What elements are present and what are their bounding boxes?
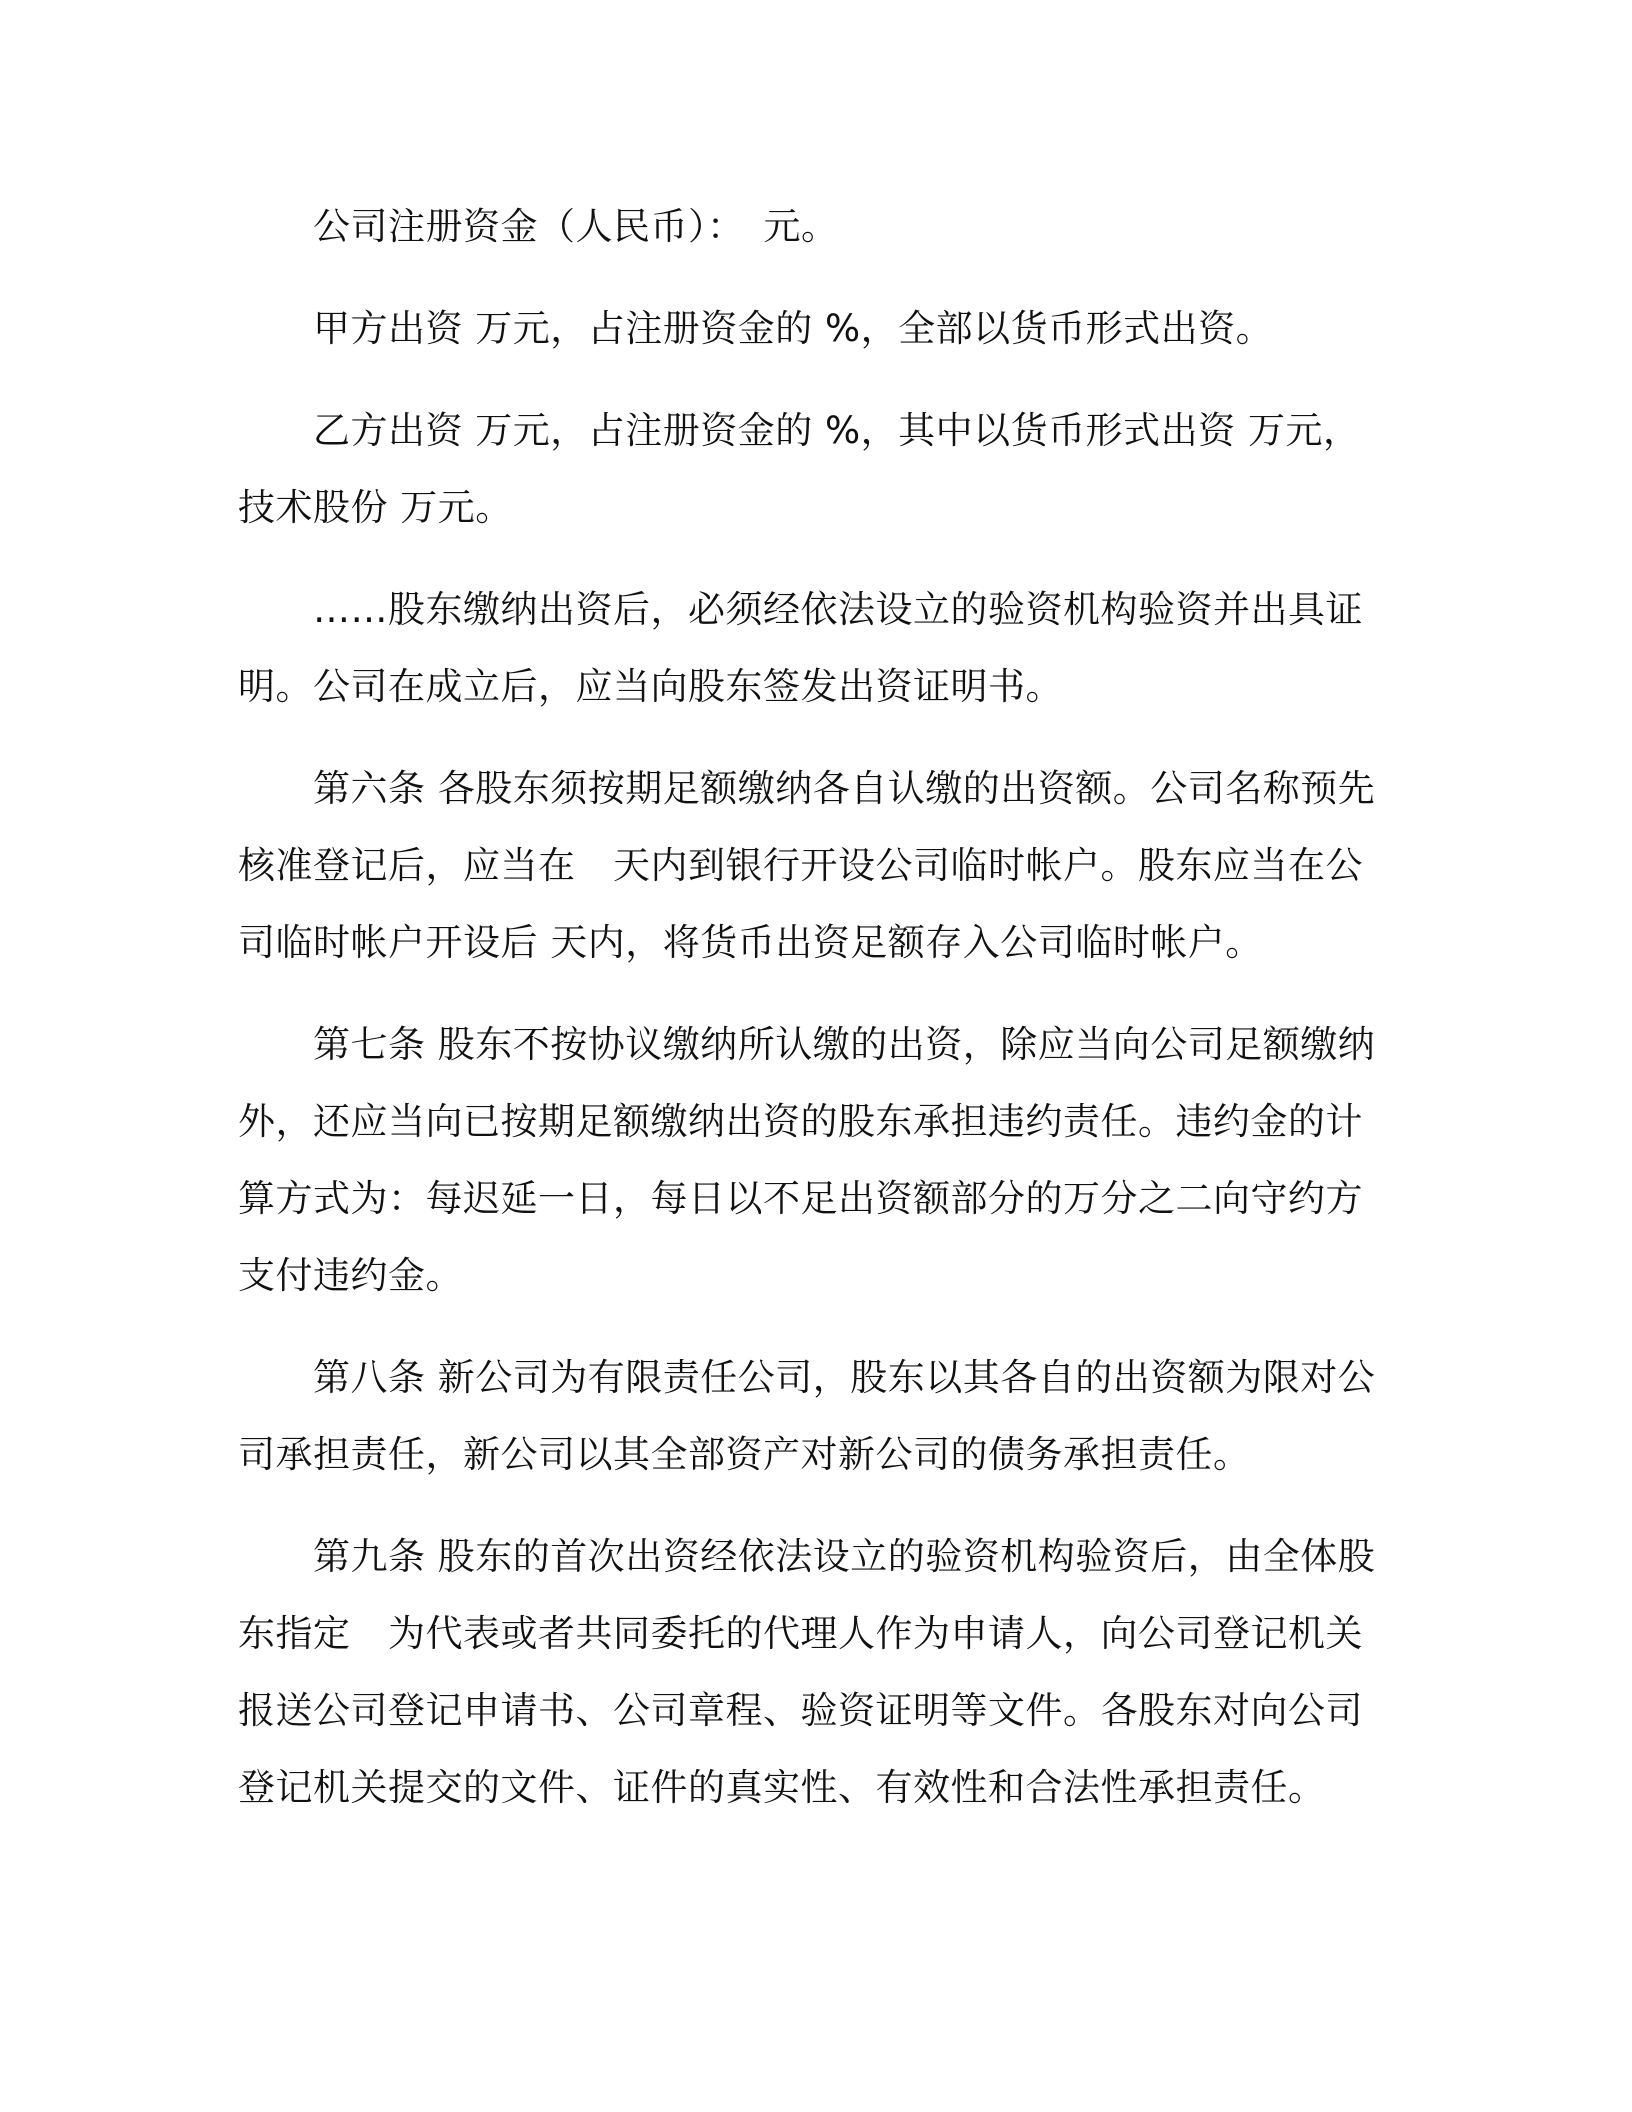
paragraph-article-9: 第九条 股东的首次出资经依法设立的验资机构验资后，由全体股东指定 为代表或者共同委托的代理人作为申请人，向公司登记机关报送公司登记申请书、公司章程、验资证明等文件。各股东对向公司登记机关提交的文件、证件的真实性、有效性和合法性承担责任。 <box>238 1535 1376 1809</box>
paragraph-article-6: 第六条 各股东须按期足额缴纳各自认缴的出资额。公司名称预先核准登记后，应当在 天内到银行开设公司临时帐户。股东应当在公司临时帐户开设后 天内，将货币出资足额存入公司临时帐户。 <box>238 767 1376 964</box>
document-body <box>238 188 1388 1851</box>
paragraph-party-a-contribution: 甲方出资 万元，占注册资金的 %，全部以货币形式出资。 <box>313 307 1274 350</box>
paragraph-article-8: 第八条 新公司为有限责任公司，股东以其各自的出资额为限对公司承担责任，新公司以其全部资产对新公司的债务承担责任。 <box>238 1356 1376 1476</box>
paragraph-article-7: 第七条 股东不按协议缴纳所认缴的出资，除应当向公司足额缴纳外，还应当向已按期足额缴纳出资的股东承担违约责任。违约金的计算方式为：每迟延一日，每日以不足出资额部分的万分之二向守约方支付违约金。 <box>238 1023 1376 1297</box>
paragraph-capital-verification: ……股东缴纳出资后，必须经依法设立的验资机构验资并出具证明。公司在成立后，应当向股东签发出资证明书。 <box>238 588 1363 708</box>
paragraph-registered-capital: 公司注册资金（人民币）： 元。 <box>313 205 839 248</box>
paragraph-party-b-contribution: 乙方出资 万元，占注册资金的 %，其中以货币形式出资 万元，技术股份 万元。 <box>238 409 1361 529</box>
